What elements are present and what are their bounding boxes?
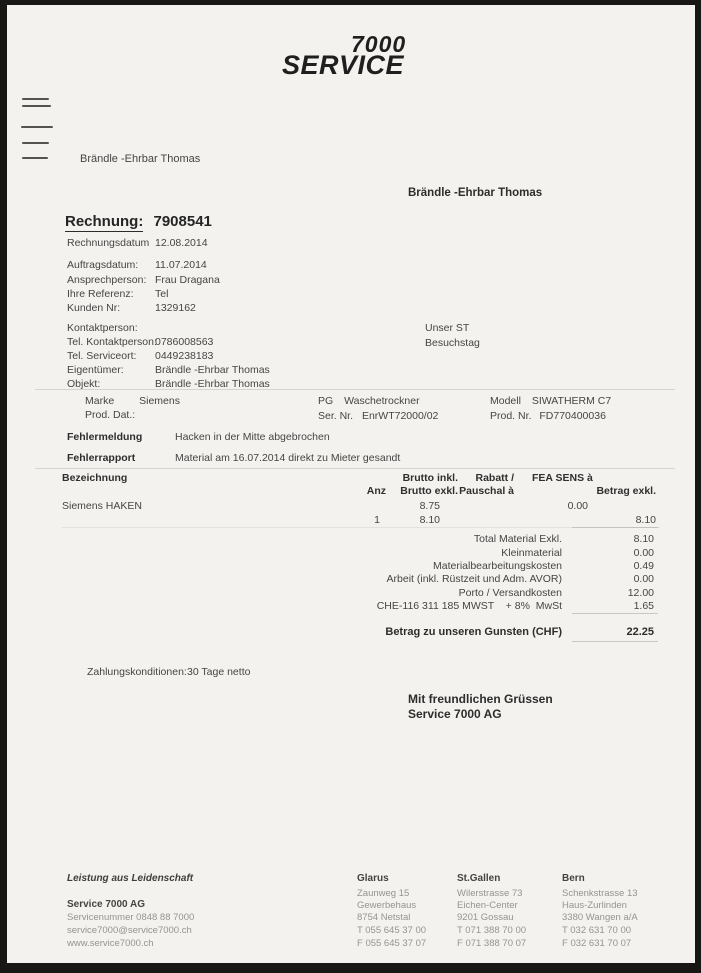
device-modell-label: Modell (490, 395, 521, 407)
device-marke (85, 395, 180, 407)
total-label: Kleinmaterial (501, 547, 562, 559)
invoice-number: 7908541 (153, 213, 212, 230)
total-label: Arbeit (inkl. Rüstzeit und Adm. AVOR) (386, 573, 562, 585)
payment-terms-row (87, 666, 251, 678)
col-pauschal: Pauschal à (459, 485, 514, 497)
field-value: Brändle -Ehrbar Thomas (155, 364, 270, 376)
invoice-title-label: Rechnung: (65, 213, 144, 230)
field-label: Kunden Nr: (67, 302, 121, 314)
vat-label: CHE-116 311 185 MWST + 8% MwSt (376, 600, 562, 612)
field-label: Ihre Referenz: (67, 288, 134, 300)
footer-location-line: Haus-Zurlinden (562, 900, 627, 911)
fehlermeldung-label: Fehlermeldung (67, 431, 143, 443)
footer-location-line: F 071 388 70 07 (457, 938, 527, 949)
item-name: Siemens HAKEN (62, 500, 142, 512)
footer-tagline: Leistung aus Leidenschaft (67, 873, 194, 884)
field-label: Auftragsdatum: (67, 259, 139, 271)
field-value: 0449238183 (155, 350, 214, 362)
fold-mark (22, 105, 51, 107)
footer-location-line: Gewerbehaus (357, 900, 417, 911)
field-label: Eigentümer: (67, 364, 124, 376)
footer-email: service7000@service7000.ch (67, 925, 192, 936)
field-label: Tel. Kontaktperson: (67, 336, 157, 348)
device-marke-value: Siemens (139, 395, 180, 407)
device-prodnr (490, 410, 606, 422)
total-label: Materialbearbeitungskosten (433, 560, 562, 572)
fehlermeldung-row (67, 431, 330, 443)
scan-crease (35, 468, 675, 469)
device-pg-label: PG (318, 395, 334, 407)
field-value: 0786008563 (155, 336, 214, 348)
footer-location-line: Zaunweg 15 (357, 888, 410, 899)
footer-location-line: T 032 631 70 00 (562, 925, 632, 936)
fehlermeldung-value: Hacken in der Mitte abgebrochen (175, 431, 330, 443)
fehlerrapport-label: Fehlerrapport (67, 452, 136, 464)
final-rule (572, 641, 658, 642)
item-brutto-inkl: 8.75 (419, 500, 440, 512)
invoice-title (65, 213, 212, 230)
vat-value: 1.65 (633, 600, 654, 612)
item-fea: 0.00 (567, 500, 588, 512)
device-prod-dat-label: Prod. Dat.: (85, 409, 136, 421)
invoice-date-value: 12.08.2014 (155, 237, 208, 249)
total-label: Total Material Exkl. (473, 533, 562, 545)
col-fea-sens: FEA SENS à (532, 472, 593, 484)
item-betrag: 8.10 (635, 514, 656, 526)
fehlerrapport-row (67, 452, 401, 464)
device-prod-dat (85, 409, 135, 421)
col-brutto-exkl: Brutto exkl. (400, 485, 458, 497)
item-brutto-exkl: 8.10 (419, 514, 440, 526)
fold-mark (21, 126, 53, 128)
footer-service-number: Servicenummer 0848 88 7000 (67, 912, 195, 923)
field-value: 11.07.2014 (155, 259, 207, 271)
footer-location-city: Bern (562, 873, 585, 884)
device-prodnr-label: Prod. Nr. (490, 410, 532, 422)
fold-mark (22, 157, 48, 159)
field-value: Brändle -Ehrbar Thomas (155, 378, 270, 390)
company-logo: SERVICE (282, 50, 405, 80)
total-value: 0.49 (633, 560, 654, 572)
col-brutto-inkl: Brutto inkl. (402, 472, 458, 484)
footer-location-line: F 032 631 70 07 (562, 938, 632, 949)
sender-address-line: Brändle -Ehrbar Thomas (80, 153, 201, 165)
col-betrag-exkl: Betrag exkl. (596, 485, 656, 497)
device-pg-value: Waschetrockner (344, 395, 420, 407)
field-value: Tel (155, 288, 169, 300)
device-ser (318, 410, 438, 422)
col-anz: Anz (366, 485, 386, 497)
item-anz: 1 (374, 514, 380, 526)
table-separator (62, 527, 660, 528)
footer-location-line: T 071 388 70 00 (457, 925, 527, 936)
final-amount-value: 22.25 (626, 626, 654, 638)
fold-mark (22, 98, 49, 100)
total-value: 8.10 (633, 533, 654, 545)
footer-location-line: Eichen-Center (457, 900, 518, 911)
device-ser-label: Ser. Nr. (318, 410, 354, 422)
footer-location-line: 3380 Wangen a/A (562, 912, 638, 923)
fold-mark (22, 142, 49, 144)
total-label: Porto / Versandkosten (458, 587, 562, 599)
total-value: 12.00 (627, 587, 654, 599)
fehlerrapport-value: Material am 16.07.2014 direkt zu Mieter gesandt (175, 452, 401, 464)
device-marke-label: Marke (85, 395, 115, 407)
field-label: Ansprechperson: (67, 274, 147, 286)
scan-crease (35, 389, 675, 390)
totals-top-rule (572, 527, 658, 528)
our-ref-line2: Besuchstag (425, 337, 480, 349)
total-value: 0.00 (633, 547, 654, 559)
payment-terms-label: Zahlungskonditionen: (87, 666, 187, 678)
col-bezeichnung: Bezeichnung (62, 472, 128, 484)
field-value: Frau Dragana (155, 274, 220, 286)
footer-location-line: 8754 Netstal (357, 912, 411, 923)
our-ref-line1: Unser ST (425, 322, 470, 334)
device-modell-value: SIWATHERM C7 (531, 395, 612, 407)
field-label: Tel. Serviceort: (67, 350, 137, 362)
recipient-name: Brändle -Ehrbar Thomas (408, 187, 543, 199)
device-pg (318, 395, 420, 407)
device-ser-value: EnrWT72000/02 (361, 410, 439, 422)
invoice-date-label: Rechnungsdatum (67, 237, 150, 249)
total-value: 0.00 (633, 573, 654, 585)
footer-location-line: Wilerstrasse 73 (457, 888, 523, 899)
footer-company-name: Service 7000 AG (67, 899, 146, 910)
closing-greeting: Mit freundlichen Grüssen (408, 692, 553, 706)
totals-rule (572, 613, 658, 614)
payment-terms-value: 30 Tage netto (187, 666, 251, 678)
closing-company: Service 7000 AG (408, 707, 502, 721)
footer-location-city: Glarus (357, 873, 389, 884)
field-value: 1329162 (155, 302, 196, 314)
device-modell (490, 395, 611, 407)
field-label: Objekt: (67, 378, 101, 390)
final-amount-label: Betrag zu unseren Gunsten (CHF) (385, 626, 562, 638)
footer-location-line: 9201 Gossau (457, 912, 514, 923)
paper-sheet (7, 5, 695, 963)
footer-website: www.service7000.ch (67, 938, 154, 949)
col-rabatt: Rabatt / (475, 472, 514, 484)
footer-location-city: St.Gallen (457, 873, 501, 884)
footer-location-line: T 055 645 37 00 (357, 925, 427, 936)
footer-location-line: F 055 645 37 07 (357, 938, 427, 949)
device-prodnr-value: FD770400036 (539, 410, 606, 422)
field-label: Kontaktperson: (67, 322, 138, 334)
footer-location-line: Schenkstrasse 13 (562, 888, 638, 899)
logo-7000-text: 7000 (351, 31, 407, 57)
